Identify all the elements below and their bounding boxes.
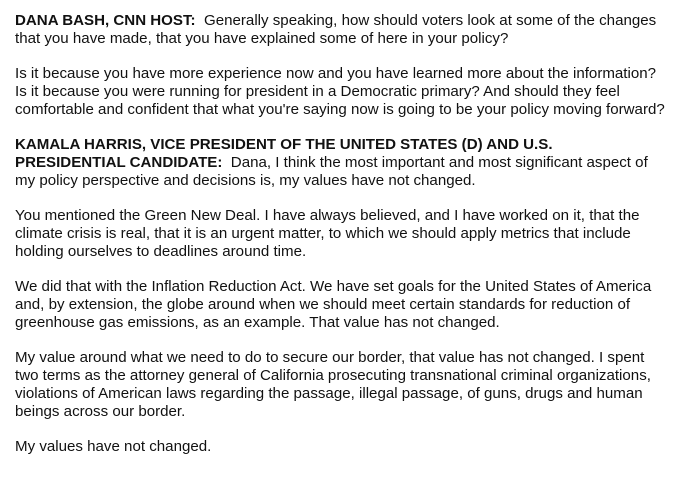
speaker-label-bash: DANA BASH, CNN HOST:	[15, 12, 196, 29]
transcript-paragraph-bash-followup	[15, 65, 667, 118]
paragraph-text: Generally speaking, how should voters look at some of the changes that you have made, that you have explained some of here in your policy?	[15, 12, 657, 47]
paragraph-text: You mentioned the Green New Deal. I have always believed, and I have worked on it, that the climate crisis is real, that it is an urgent matter, to which we should apply metrics that include holding ourselves to deadlines around time.	[15, 207, 640, 260]
transcript-paragraph-green-new-deal	[15, 207, 667, 260]
transcript-paragraph-harris-answer	[15, 136, 667, 189]
transcript-paragraph-border	[15, 349, 667, 420]
paragraph-text: We did that with the Inflation Reduction Act. We have set goals for the United States of America and, by extension, the globe around when we should meet certain standards for reduction of greenhouse gas emissions, as an example. That value has not changed.	[15, 278, 652, 331]
paragraph-text: My value around what we need to do to secure our border, that value has not changed. I spent two terms as the attorney general of California prosecuting transnational criminal organizations, violations of American laws regarding the passage, illegal passage, of guns, drugs and human beings across our border.	[15, 349, 651, 420]
paragraph-text: My values have not changed.	[15, 437, 212, 455]
speaker-label-harris: KAMALA HARRIS, VICE PRESIDENT OF THE UNITED STATES (D) AND U.S. PRESIDENTIAL CANDIDATE:	[15, 136, 553, 171]
transcript-paragraph-values	[15, 438, 667, 456]
paragraph-text: Is it because you have more experience now and you have learned more about the information? Is it because you were running for president in a Democratic primary? And should they feel comfortable and confident that what you're saying now is going to be your policy moving forward?	[15, 65, 665, 118]
transcript-paragraph-inflation-reduction-act	[15, 278, 667, 331]
transcript-paragraph-bash-question	[15, 12, 667, 48]
paragraph-text: Dana, I think the most important and most significant aspect of my policy perspective and decisions is, my values have not changed.	[15, 153, 648, 189]
